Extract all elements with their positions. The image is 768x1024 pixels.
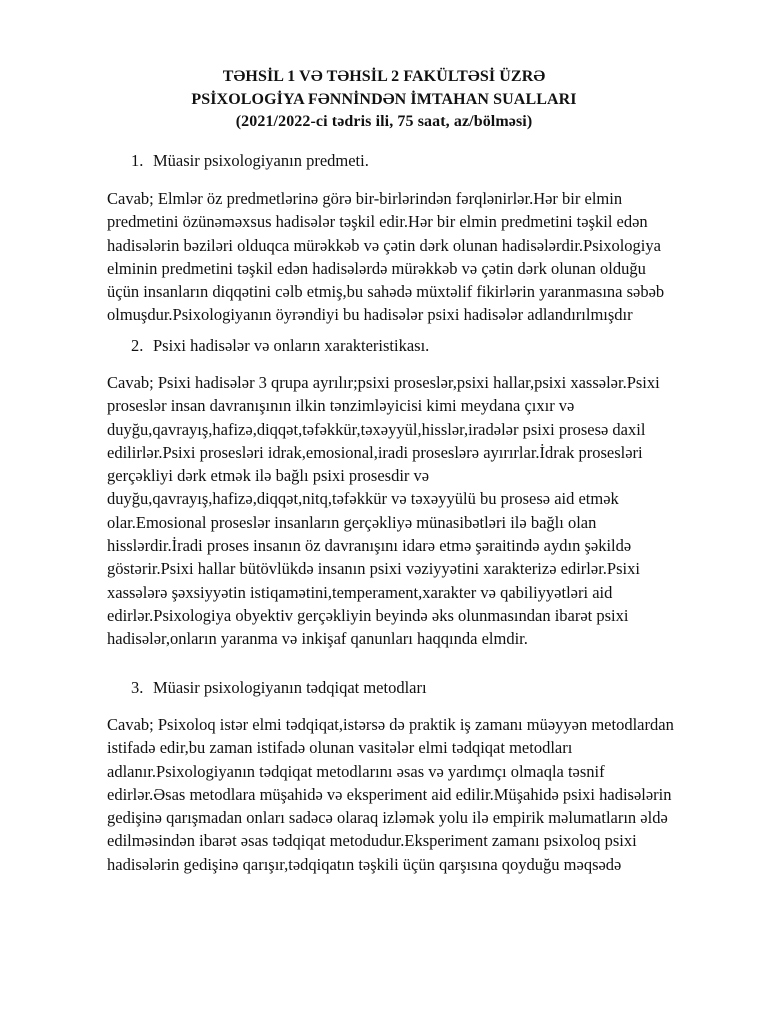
answer-line: edirlər.Əsas metodlara müşahidə və eksperiment aid edilir.Müşahidə psixi hadisələrin: [107, 784, 672, 804]
answer-line: olmuşdur.Psixologiyanın öyrəndiyi bu hadisələr psixi hadisələr adlandırılmışdır: [107, 305, 633, 325]
answer-line: hadisələr,onların yaranma və inkişaf qanunları haqqında elmdir.: [107, 629, 528, 649]
answer-line: edirlər.Psixologiya obyektiv gerçəkliyin beyində əks olunmasından ibarət psixi: [107, 605, 629, 625]
header-line-1: TƏHSİL 1 VƏ TƏHSİL 2 FAKÜLTƏSİ ÜZRƏ: [222, 68, 546, 85]
answer-line: proseslər insan davranışının ilkin tənzimləyicisi kimi meydana çıxır və: [107, 396, 575, 416]
answer-line: hisslərdir.İradi proses insanın öz davranışını idarə etmə şəraitində aydın şəkildə: [107, 536, 632, 556]
answer-line: üçün insanların diqqətini cəlb etmiş,bu sahədə müxtəlif fikirlərin yaranmasına səbəb: [107, 282, 665, 302]
answer-3: [107, 713, 707, 876]
document-header: [0, 66, 768, 134]
answer-line: duyğu,qavrayış,hafizə,diqqət,təfəkkür,təxəyyül,hisslər,iradələr psixi prosesə daxil: [107, 419, 646, 439]
question-2-heading: [131, 334, 429, 357]
answer-line: Cavab; Psixoloq istər elmi tədqiqat,istərsə də praktik iş zamanı müəyyən metodlardan: [107, 715, 674, 734]
question-number: 1.: [131, 151, 144, 170]
answer-line: elminin predmetini təşkil edən hadisələrdə mürəkkəb və çətin dərk olunan olduğu: [107, 258, 646, 278]
question-title: Psixi hadisələr və onların xarakteristikası.: [153, 336, 430, 355]
answer-line: istifadə edir,bu zaman istifadə olunan vasitələr elmi tədqiqat metodları: [107, 738, 573, 758]
answer-2: [107, 371, 707, 651]
answer-line: gerçəkliyi dərk etmək ilə bağlı psixi prosesdir və: [107, 466, 430, 486]
header-line-2: PSİXOLOGİYA FƏNNİNDƏN İMTAHAN SUALLARI: [191, 90, 577, 108]
answer-line: hadisələrin gedişinə qarışır,tədqiqatın təşkili üçün qarşısına qoyduğu məqsədə: [107, 854, 622, 874]
answer-line: gedişinə qarışmadan onları sadəcə olaraq izləmək yolu ilə empirik məlumatların əldə: [107, 808, 668, 828]
question-title: Müasir psixologiyanın predmeti.: [153, 151, 369, 170]
answer-line: olar.Emosional proseslər insanların gerçəkliyə münasibətləri ilə bağlı olan: [107, 512, 597, 532]
question-title: Müasir psixologiyanın tədqiqat metodları: [153, 678, 427, 697]
answer-line: hadisələrin bəziləri olduqca mürəkkəb və çətin dərk olunan hadisələrdir.Psixologiya: [107, 235, 661, 255]
question-number: 3.: [131, 678, 144, 697]
answer-line: duyğu,qavrayış,hafizə,diqqət,nitq,təfəkkür və təxəyyülü bu prosesə aid etmək: [107, 489, 619, 509]
answer-line: xassələrə şəxsiyyətin istiqamətini,temperament,xarakter və qabiliyyətləri aid: [107, 582, 613, 602]
answer-line: edilirlər.Psixi prosesləri idrak,emosional,iradi proseslərə ayırırlar.İdrak prosesləri: [107, 442, 643, 462]
answer-line: göstərir.Psixi hallar bütövlükdə insanın psixi vəziyyətini xarakterizə edirlər.Psixi: [107, 559, 640, 579]
question-1-heading: [131, 149, 369, 172]
question-3-heading: [131, 676, 427, 699]
answer-line: Cavab; Psixi hadisələr 3 qrupa ayrılır;psixi proseslər,psixi hallar,psixi xassələr.Psixi: [107, 373, 660, 392]
answer-line: Cavab; Elmlər öz predmetlərinə görə bir-birlərindən fərqlənirlər.Hər bir elmin: [107, 189, 623, 208]
header-line-3: (2021/2022-ci tədris ili, 75 saat, az/bölməsi): [235, 113, 533, 130]
question-number: 2.: [131, 336, 144, 355]
answer-line: adlanır.Psixologiyanın tədqiqat metodlarını əsas və yardımçı olmaqla təsnif: [107, 761, 605, 781]
answer-line: predmetini özünəməxsus hadisələr təşkil edir.Hər bir elmin predmetini təşkil edən: [107, 212, 648, 232]
answer-line: edilməsindən ibarət əsas tədqiqat metodudur.Eksperiment zamanı psixoloq psixi: [107, 831, 637, 851]
answer-1: [107, 187, 707, 327]
